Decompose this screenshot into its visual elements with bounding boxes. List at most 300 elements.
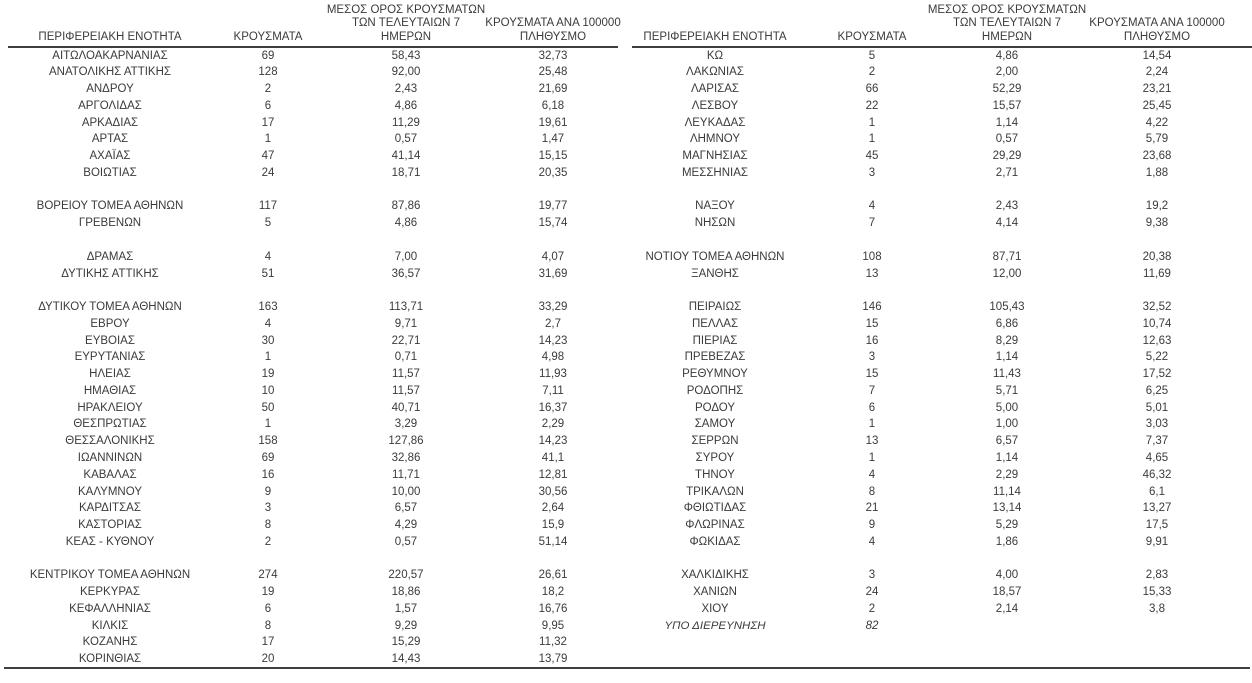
table-row xyxy=(632,131,1252,148)
avg7-cell xyxy=(324,181,488,198)
table-row xyxy=(632,215,1252,232)
cases-cell: 6 xyxy=(868,401,876,414)
cases-cell: 1 xyxy=(264,418,272,431)
avg7-cell: 4,86 xyxy=(394,217,418,230)
per100k-cell: 12,81 xyxy=(538,468,568,481)
per100k-cell: 11,69 xyxy=(1143,267,1171,280)
cases-cell: 163 xyxy=(258,301,278,314)
cases-cell: 30 xyxy=(261,334,275,347)
table-bottom-rule xyxy=(4,667,1250,669)
region-cell: ΑΝΑΤΟΛΙΚΗΣ ΑΤΤΙΚΗΣ xyxy=(48,66,171,79)
table-row xyxy=(8,131,618,148)
avg7-cell: 0,57 xyxy=(394,133,418,146)
table-row xyxy=(8,584,618,601)
table-row xyxy=(8,651,618,668)
per100k-cell: 4,07 xyxy=(541,250,565,263)
table-row xyxy=(8,148,618,165)
table-row xyxy=(632,584,1252,601)
per100k-cell: 18,2 xyxy=(541,586,565,599)
region-cell: ΚΑΣΤΟΡΙΑΣ xyxy=(78,519,142,532)
region-cell: ΠΙΕΡΙΑΣ xyxy=(692,334,738,347)
header-avg7-line1: ΜΕΣΟΣ ΟΡΟΣ ΚΡΟΥΣΜΑΤΩΝ xyxy=(927,4,1087,16)
region-cell: ΑΧΑΪΑΣ xyxy=(89,150,131,163)
table-row xyxy=(632,299,1252,316)
header-per100k-line1: ΚΡΟΥΣΜΑΤΑ ΑΝΑ 100000 xyxy=(1089,17,1225,30)
per100k-cell: 23,68 xyxy=(1142,150,1172,163)
table-row xyxy=(8,198,618,215)
cases-cell: 3 xyxy=(868,351,876,364)
cases-cell: 6 xyxy=(264,99,272,112)
per100k-cell: 33,29 xyxy=(538,301,568,314)
table-row xyxy=(8,399,618,416)
cases-cell: 3 xyxy=(868,569,876,582)
table-row xyxy=(632,500,1252,517)
cases-cell: 128 xyxy=(258,66,278,79)
avg7-cell: 105,43 xyxy=(989,301,1025,314)
per100k-cell xyxy=(1068,634,1246,651)
region-cell: ΑΡΚΑΔΙΑΣ xyxy=(81,116,139,129)
spacer-row xyxy=(8,550,618,567)
avg7-cell: 92,00 xyxy=(391,66,421,79)
header-row xyxy=(8,2,618,47)
avg7-cell: 6,86 xyxy=(995,317,1019,330)
avg7-cell xyxy=(946,232,1068,249)
region-cell xyxy=(632,651,798,668)
table-row xyxy=(632,617,1252,634)
avg7-cell: 4,29 xyxy=(394,519,418,532)
table-row xyxy=(8,81,618,98)
region-cell: ΣΥΡΟΥ xyxy=(695,451,735,464)
avg7-cell: 36,57 xyxy=(391,267,421,280)
region-cell: ΑΙΤΩΛΟΑΚΑΡΝΑΝΙΑΣ xyxy=(52,50,168,63)
avg7-cell: 5,29 xyxy=(995,519,1019,532)
cases-cell: 1 xyxy=(868,451,876,464)
table-row xyxy=(8,265,618,282)
per100k-cell: 9,91 xyxy=(1145,535,1169,548)
per100k-cell: 2,64 xyxy=(541,502,565,515)
per100k-cell: 2,7 xyxy=(545,317,561,330)
region-cell: ΔΥΤΙΚΟΥ ΤΟΜΕΑ ΑΘΗΝΩΝ xyxy=(38,301,182,314)
cases-cell xyxy=(212,232,324,249)
table-row xyxy=(8,366,618,383)
cases-cell: 1 xyxy=(264,351,272,364)
region-cell: ΣΑΜΟΥ xyxy=(694,418,736,431)
avg7-cell: 15,57 xyxy=(992,99,1022,112)
per100k-cell xyxy=(488,181,618,198)
header-region-label: ΠΕΡΙΦΕΡΕΙΑΚΗ ΕΝΟΤΗΤΑ xyxy=(38,30,182,43)
avg7-cell: 2,71 xyxy=(995,166,1019,179)
region-cell: ΘΕΣΠΡΩΤΙΑΣ xyxy=(73,418,147,431)
cases-cell: 8 xyxy=(264,519,272,532)
cases-cell: 5 xyxy=(868,50,876,63)
table-row xyxy=(632,114,1252,131)
per100k-cell: 7,11 xyxy=(542,384,564,397)
table-row xyxy=(8,416,618,433)
per100k-cell: 2,24 xyxy=(1145,66,1169,79)
avg7-cell: 9,71 xyxy=(394,317,418,330)
cases-cell: 4 xyxy=(868,468,876,481)
cases-cell: 4 xyxy=(264,317,272,330)
cases-cell xyxy=(798,232,946,249)
avg7-cell: 7,00 xyxy=(394,250,418,263)
region-cell: ΑΡΓΟΛΙΔΑΣ xyxy=(78,99,142,112)
table-row xyxy=(8,215,618,232)
table-row xyxy=(632,567,1252,584)
per100k-cell: 25,48 xyxy=(538,66,568,79)
cases-cell: 8 xyxy=(868,485,876,498)
cases-cell: 4 xyxy=(264,250,272,263)
avg7-cell xyxy=(946,634,1068,651)
cases-cell: 13 xyxy=(865,435,879,448)
per100k-cell: 13,27 xyxy=(1142,502,1172,515)
region-cell xyxy=(8,181,212,198)
cases-cell: 66 xyxy=(865,83,879,96)
cases-cell: 16 xyxy=(865,334,879,347)
cases-cell: 24 xyxy=(865,586,879,599)
table-row xyxy=(632,315,1252,332)
header-region-label: ΠΕΡΙΦΕΡΕΙΑΚΗ ΕΝΟΤΗΤΑ xyxy=(643,30,787,43)
region-cell: ΒΟΙΩΤΙΑΣ xyxy=(83,166,137,179)
table-row xyxy=(8,450,618,467)
cases-cell: 274 xyxy=(258,569,278,582)
per100k-cell: 46,32 xyxy=(1142,468,1172,481)
table-row xyxy=(632,450,1252,467)
table-row xyxy=(8,483,618,500)
per100k-cell: 1,88 xyxy=(1145,166,1169,179)
per100k-cell: 32,73 xyxy=(538,50,568,63)
cases-cell: 3 xyxy=(868,166,876,179)
per100k-cell: 15,15 xyxy=(538,150,568,163)
per100k-cell xyxy=(488,550,618,567)
header-avg7-line2: ΤΩΝ ΤΕΛΕΥΤΑΙΩΝ 7 xyxy=(953,17,1061,30)
spacer-row xyxy=(632,282,1252,299)
region-cell: ΚΩ xyxy=(706,50,724,63)
region-cell: ΑΡΤΑΣ xyxy=(91,133,129,146)
avg7-cell xyxy=(946,550,1068,567)
cases-cell: 3 xyxy=(264,502,272,515)
cases-cell: 158 xyxy=(258,435,278,448)
region-cell: ΡΕΘΥΜΝΟΥ xyxy=(682,368,748,381)
table-header xyxy=(632,2,1252,47)
per100k-cell: 3,03 xyxy=(1145,418,1169,431)
region-cell: ΑΝΔΡΟΥ xyxy=(86,83,134,96)
region-cell: ΛΕΥΚΑΔΑΣ xyxy=(684,116,746,129)
per100k-cell: 30,56 xyxy=(538,485,568,498)
region-cell: ΛΗΜΝΟΥ xyxy=(689,133,741,146)
cases-cell xyxy=(212,181,324,198)
region-cell: ΧΑΛΚΙΔΙΚΗΣ xyxy=(681,569,749,582)
table-row xyxy=(632,248,1252,265)
header-per100k xyxy=(1068,2,1246,47)
avg7-cell xyxy=(946,651,1068,668)
avg7-cell: 11,71 xyxy=(392,468,420,481)
avg7-cell xyxy=(946,282,1068,299)
per100k-cell: 51,14 xyxy=(538,535,568,548)
cases-cell xyxy=(212,282,324,299)
cases-cell: 2 xyxy=(868,602,876,615)
per100k-cell: 6,25 xyxy=(1145,384,1169,397)
region-cell: ΗΜΑΘΙΑΣ xyxy=(83,384,137,397)
table-row xyxy=(632,600,1252,617)
region-cell: ΗΛΕΙΑΣ xyxy=(89,368,131,381)
table-row xyxy=(8,634,618,651)
region-cell: ΦΘΙΩΤΙΔΑΣ xyxy=(683,502,747,515)
avg7-cell: 1,86 xyxy=(995,535,1019,548)
avg7-cell: 11,29 xyxy=(392,116,420,129)
cases-cell: 2 xyxy=(264,535,272,548)
per100k-cell: 41,1 xyxy=(541,451,565,464)
table-row xyxy=(632,265,1252,282)
cases-cell: 19 xyxy=(261,368,275,381)
table-row xyxy=(632,517,1252,534)
cases-cell: 2 xyxy=(264,83,272,96)
avg7-cell: 18,71 xyxy=(391,166,421,179)
per100k-cell: 11,93 xyxy=(539,368,567,381)
per100k-cell: 15,9 xyxy=(541,519,565,532)
avg7-cell: 9,29 xyxy=(394,619,418,632)
avg7-cell: 41,14 xyxy=(391,150,421,163)
region-cell: ΡΟΔΟΥ xyxy=(694,401,736,414)
per100k-cell: 23,21 xyxy=(1142,83,1172,96)
region-cell xyxy=(632,282,798,299)
avg7-cell: 0,57 xyxy=(995,133,1019,146)
region-cell xyxy=(632,634,798,651)
per100k-cell: 26,61 xyxy=(538,569,568,582)
per100k-cell: 7,37 xyxy=(1145,435,1169,448)
cases-cell: 1 xyxy=(868,116,876,129)
per100k-cell xyxy=(1068,651,1246,668)
per100k-cell: 4,65 xyxy=(1145,451,1169,464)
table-row xyxy=(8,517,618,534)
per100k-cell: 16,37 xyxy=(538,401,568,414)
per100k-cell: 2,83 xyxy=(1145,569,1169,582)
table-row xyxy=(8,64,618,81)
cases-cell: 7 xyxy=(868,384,876,397)
per100k-cell: 6,1 xyxy=(1149,485,1165,498)
cases-cell: 17 xyxy=(261,636,275,649)
avg7-cell: 2,43 xyxy=(394,83,418,96)
region-cell: ΥΠΟ ΔΙΕΡΕΥΝΗΣΗ xyxy=(664,619,766,632)
table-row xyxy=(632,466,1252,483)
region-cell: ΘΕΣΣΑΛΟΝΙΚΗΣ xyxy=(65,435,155,448)
per100k-cell: 12,63 xyxy=(1142,334,1172,347)
per100k-cell: 4,98 xyxy=(541,351,565,364)
per100k-cell: 4,22 xyxy=(1145,116,1169,129)
avg7-cell: 14,43 xyxy=(391,653,421,666)
header-region xyxy=(8,2,212,47)
table-row xyxy=(8,98,618,115)
header-avg7-line1: ΜΕΣΟΣ ΟΡΟΣ ΚΡΟΥΣΜΑΤΩΝ xyxy=(326,4,486,16)
region-cell: ΕΥΡΥΤΑΝΙΑΣ xyxy=(74,351,146,364)
table-row xyxy=(8,47,618,64)
per100k-cell: 32,52 xyxy=(1142,301,1172,314)
avg7-cell: 11,43 xyxy=(993,368,1021,381)
table-row xyxy=(632,399,1252,416)
per100k-cell: 1,47 xyxy=(541,133,565,146)
cases-table-left xyxy=(8,2,621,668)
table-row xyxy=(632,332,1252,349)
avg7-cell: 0,57 xyxy=(394,535,418,548)
avg7-cell: 2,00 xyxy=(995,66,1019,79)
avg7-cell: 6,57 xyxy=(995,435,1019,448)
region-cell: ΣΕΡΡΩΝ xyxy=(691,435,739,448)
table-row xyxy=(8,299,618,316)
per100k-cell: 14,23 xyxy=(538,435,568,448)
region-cell: ΔΡΑΜΑΣ xyxy=(86,250,134,263)
region-cell xyxy=(632,181,798,198)
region-cell xyxy=(8,550,212,567)
avg7-cell: 1,57 xyxy=(394,602,418,615)
cases-cell: 8 xyxy=(264,619,272,632)
avg7-cell xyxy=(324,550,488,567)
cases-cell: 16 xyxy=(261,468,275,481)
region-cell: ΠΡΕΒΕΖΑΣ xyxy=(684,351,746,364)
per100k-cell: 9,95 xyxy=(541,619,565,632)
avg7-cell xyxy=(946,617,1068,634)
header-filler xyxy=(1246,2,1252,47)
cases-cell: 20 xyxy=(261,653,275,666)
cases-cell: 69 xyxy=(261,50,275,63)
region-cell: ΚΕΝΤΡΙΚΟΥ ΤΟΜΕΑ ΑΘΗΝΩΝ xyxy=(29,569,191,582)
region-cell: ΚΑΛΥΜΝΟΥ xyxy=(78,485,142,498)
table-row xyxy=(8,315,618,332)
header-per100k-line2: ΠΛΗΘΥΣΜΟ xyxy=(1123,30,1191,43)
cases-cell: 24 xyxy=(261,166,275,179)
header-per100k-line1: ΚΡΟΥΣΜΑΤΑ ΑΝΑ 100000 xyxy=(485,17,621,30)
cases-cell: 146 xyxy=(862,301,882,314)
per100k-cell: 19,61 xyxy=(538,116,568,129)
cases-cell: 108 xyxy=(862,250,882,263)
avg7-cell xyxy=(324,232,488,249)
header-cases-label: ΚΡΟΥΣΜΑΤΑ xyxy=(837,30,907,43)
cases-cell: 51 xyxy=(261,267,275,280)
per100k-cell: 14,54 xyxy=(1142,50,1172,63)
avg7-cell: 127,86 xyxy=(388,435,424,448)
avg7-cell: 87,86 xyxy=(391,200,421,213)
cases-cell: 1 xyxy=(264,133,272,146)
region-cell: ΚΕΡΚΥΡΑΣ xyxy=(80,586,140,599)
table-row xyxy=(8,114,618,131)
region-cell: ΚΑΒΑΛΑΣ xyxy=(83,468,137,481)
cases-cell xyxy=(798,651,946,668)
avg7-cell: 2,14 xyxy=(995,602,1019,615)
spacer-row xyxy=(632,232,1252,249)
avg7-cell: 3,29 xyxy=(394,418,418,431)
per100k-cell: 31,69 xyxy=(538,267,568,280)
region-cell: ΦΛΩΡΙΝΑΣ xyxy=(685,519,745,532)
table-row xyxy=(8,433,618,450)
table-row xyxy=(632,148,1252,165)
table-body-left xyxy=(8,47,618,667)
region-cell: ΚΟΖΑΝΗΣ xyxy=(82,636,138,649)
header-cases-label: ΚΡΟΥΣΜΑΤΑ xyxy=(233,30,303,43)
region-cell: ΙΩΑΝΝΙΝΩΝ xyxy=(77,451,143,464)
table-row xyxy=(632,433,1252,450)
table-row xyxy=(632,349,1252,366)
spacer-row xyxy=(8,282,618,299)
per100k-cell xyxy=(1068,617,1246,634)
avg7-cell: 5,71 xyxy=(995,384,1019,397)
per100k-cell: 5,22 xyxy=(1145,351,1169,364)
cases-cell: 1 xyxy=(868,133,876,146)
avg7-cell: 1,14 xyxy=(995,351,1019,364)
cases-cell: 15 xyxy=(865,368,879,381)
table-row xyxy=(632,47,1252,64)
per100k-cell: 19,77 xyxy=(538,200,568,213)
per100k-cell xyxy=(488,282,618,299)
per100k-cell: 9,38 xyxy=(1145,217,1169,230)
region-cell: ΤΡΙΚΑΛΩΝ xyxy=(686,485,744,498)
header-region xyxy=(632,2,798,47)
header-cases xyxy=(212,2,324,47)
per100k-cell: 14,23 xyxy=(538,334,568,347)
region-cell: ΛΑΚΩΝΙΑΣ xyxy=(686,66,744,79)
header-avg7 xyxy=(927,2,1087,47)
avg7-cell: 15,29 xyxy=(391,636,421,649)
cases-cell: 7 xyxy=(868,217,876,230)
cases-cell: 22 xyxy=(865,99,879,112)
region-cell: ΚΙΛΚΙΣ xyxy=(91,619,129,632)
region-cell: ΧΙΟΥ xyxy=(701,602,729,615)
avg7-cell: 32,86 xyxy=(391,451,421,464)
region-cell: ΚΕΦΑΛΛΗΝΙΑΣ xyxy=(69,602,151,615)
cases-cell xyxy=(212,550,324,567)
table-row xyxy=(632,416,1252,433)
avg7-cell: 4,86 xyxy=(394,99,418,112)
avg7-cell: 22,71 xyxy=(391,334,421,347)
per100k-cell: 13,79 xyxy=(538,653,568,666)
region-cell: ΠΕΙΡΑΙΩΣ xyxy=(688,301,742,314)
per100k-cell: 15,74 xyxy=(538,217,568,230)
table-row xyxy=(8,332,618,349)
spacer-row xyxy=(8,181,618,198)
table-row xyxy=(632,366,1252,383)
region-cell: ΝΟΤΙΟΥ ΤΟΜΕΑ ΑΘΗΝΩΝ xyxy=(645,250,785,263)
avg7-cell xyxy=(324,282,488,299)
avg7-cell: 4,14 xyxy=(995,217,1019,230)
region-cell: ΕΒΡΟΥ xyxy=(90,317,130,330)
header-per100k-line2: ΠΛΗΘΥΣΜΟ xyxy=(519,30,587,43)
per100k-cell xyxy=(1068,282,1246,299)
table-row xyxy=(632,533,1252,550)
region-cell: ΜΑΓΝΗΣΙΑΣ xyxy=(682,150,748,163)
region-cell: ΚΟΡΙΝΘΙΑΣ xyxy=(78,653,142,666)
header-per100k xyxy=(485,2,621,47)
cases-cell: 21 xyxy=(865,502,879,515)
per100k-cell: 2,29 xyxy=(541,418,565,431)
per100k-cell: 20,35 xyxy=(538,166,568,179)
per100k-cell: 17,52 xyxy=(1142,368,1172,381)
cases-cell: 50 xyxy=(261,401,275,414)
avg7-cell: 10,00 xyxy=(391,485,421,498)
avg7-cell: 29,29 xyxy=(992,150,1022,163)
per100k-cell: 17,5 xyxy=(1145,519,1169,532)
region-cell: ΦΩΚΙΔΑΣ xyxy=(689,535,741,548)
table-row xyxy=(8,600,618,617)
table-body-right xyxy=(632,47,1252,667)
table-row xyxy=(8,349,618,366)
cases-cell xyxy=(798,282,946,299)
cases-cell: 4 xyxy=(868,535,876,548)
spacer-row xyxy=(632,181,1252,198)
cases-cell: 9 xyxy=(264,485,272,498)
avg7-cell: 1,00 xyxy=(995,418,1019,431)
spacer-row xyxy=(8,232,618,249)
per100k-cell: 3,8 xyxy=(1149,602,1165,615)
avg7-cell: 11,57 xyxy=(392,368,420,381)
region-cell: ΧΑΝΙΩΝ xyxy=(693,586,737,599)
table-row xyxy=(632,81,1252,98)
